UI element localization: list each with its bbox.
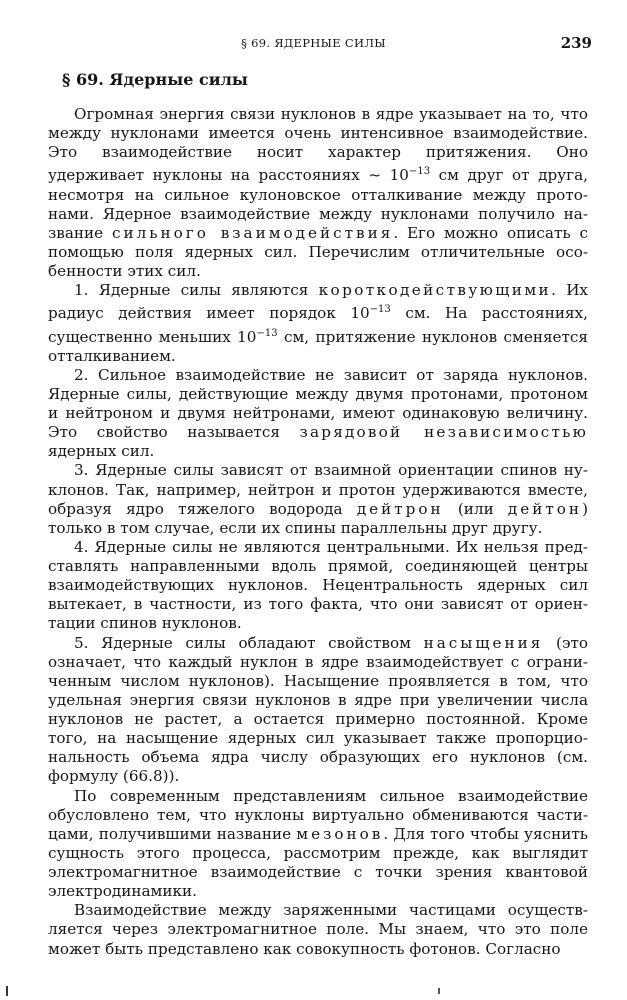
paragraph-1 <box>48 281 588 366</box>
text-run: . Их радиус действия имеет порядок 10 <box>48 281 588 323</box>
paragraph-2 <box>48 366 588 462</box>
text-run: По современным представлениям сильное взаимодействие обусловлено тем, что нуклоны виртуально обмениваются частицами, получившими название <box>48 786 588 843</box>
running-title: § 69. ЯДЕРНЫЕ СИЛЫ <box>241 36 386 50</box>
margin-mark <box>6 986 8 996</box>
paragraph-7: Взаимодействие между заряженными частицами осуществляется через электромагнитное поле. Мы знаем, что это поле может быть представлено как совокупность фотонов. Согласно <box>48 901 588 958</box>
term-deuton: дейтон <box>507 499 583 518</box>
text-run: 1. Ядерные силы являются <box>74 281 319 300</box>
paragraph-5 <box>48 634 588 787</box>
text-run: 5. Ядерные силы обладают свойством <box>74 633 424 652</box>
term-short-range: короткодействующими <box>318 281 552 300</box>
exponent: −13 <box>256 327 278 339</box>
paragraph-intro <box>48 105 588 281</box>
text-run: ) только в том случае, если их спины параллельны друг другу. <box>48 499 588 537</box>
text-run: ядерных сил. <box>48 442 155 461</box>
print-speck <box>438 988 440 994</box>
term-deuteron: дейтрон <box>356 499 444 518</box>
text-run: см друг от друга, несмотря на сильное кулоновское отталкивание между протонами. Ядерное взаимодействие между нуклонами получило название <box>48 166 588 242</box>
exponent: −13 <box>408 166 431 178</box>
text-run: 3. Ядерные силы зависят от взаимной ориентации спинов нуклонов. Так, например, нейтрон и протон удерживаются вместе, образуя ядро тяжелого водорода <box>48 461 588 518</box>
running-header <box>0 36 627 54</box>
term-mesons: мезонов <box>296 824 384 843</box>
text-run: см, притяжение нуклонов сменяется отталкиванием. <box>48 327 589 365</box>
exponent: −13 <box>369 304 391 316</box>
section-title: § 69. Ядерные силы <box>62 70 248 89</box>
text-run: 2. Сильное взаимодействие не зависит от заряда нуклонов. Ядерные силы, действующие между двумя протонами, протоном и нейтроном и двумя нейтронами, имеют одинаковую величину. Это свойство называется <box>48 365 588 442</box>
text-run: (или <box>443 499 508 518</box>
text-run: см. На расстояниях, существенно меньших 10 <box>48 304 588 346</box>
text-run: . Для того чтобы уяснить сущность этого процесса, рассмотрим прежде, как выглядит электромагнитное взаимодействие с точки зрения квантовой электродинамики. <box>48 824 588 901</box>
text-run: Огромная энергия связи нуклонов в ядре указывает на то, что между нуклонами имеется очень интенсивное взаимодействие. Это взаимодействие носит характер притяжения. Оно удерживает нуклоны на расстояниях ~ 10 <box>48 105 588 185</box>
text-run: . Его можно описать с помощью поля ядерных сил. Перечислим отличительные особенности этих сил. <box>48 223 588 281</box>
term-charge-independence: зарядовой независимостью <box>299 423 588 442</box>
paragraph-6 <box>48 787 588 902</box>
text-run: (это означает, что каждый нуклон в ядре взаимодействует с ограниченным числом нуклонов). Насыщение проявляется в том, что удельная энергия связи нуклонов в ядре при увеличении числа нуклонов не растет, а остается примерно постоянной. Кроме того, на насыщение ядерных сил указывает также пропорциональность объема ядра числу образующих его нуклонов (см. формулу (66.8)). <box>48 633 588 786</box>
body-text <box>48 105 588 959</box>
term-saturation: насыщения <box>423 633 544 652</box>
paragraph-4: 4. Ядерные силы не являются центральными. Их нельзя представлять направленными вдоль прямой, соединяющей центры взаимодействующих нуклонов. Нецентральность ядерных сил вытекает, в частности, из того факта, что они зависят от ориентации спинов нуклонов. <box>48 537 588 633</box>
page-number: 239 <box>560 34 592 52</box>
term-strong-interaction: сильного взаимодействия <box>111 223 394 242</box>
paragraph-3 <box>48 461 588 538</box>
